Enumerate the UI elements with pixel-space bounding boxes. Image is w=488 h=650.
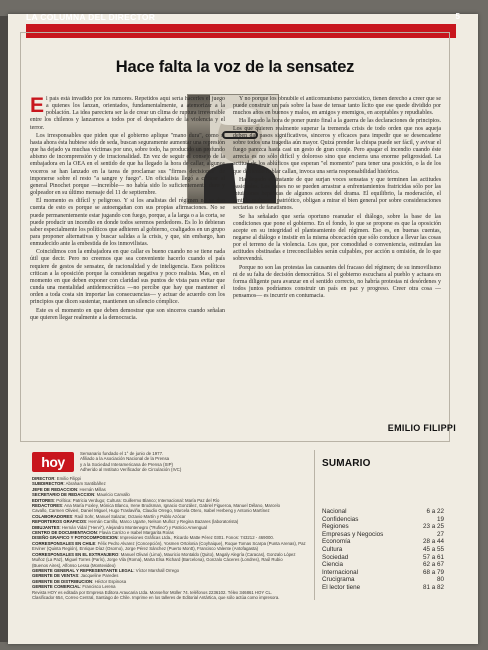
sumario-pages: 6 a 22 <box>426 508 444 515</box>
masthead-row: GERENTE COMERCIAL: Francisco Lerena <box>32 584 116 590</box>
masthead-value: Política: Patricia Verdugo; Cultura: Guillermo Blanco; Internacional: María Paz del Río <box>56 497 220 503</box>
founding-line: Adherido al Instituto Verificador de Circulación (IVC) <box>80 467 182 473</box>
masthead-label: JEFE DE REDACCION <box>32 486 78 492</box>
sumario-section: Internacional <box>322 568 359 576</box>
sumario-item <box>322 538 444 546</box>
masthead-label: SECRETARIO DE REDACCION <box>32 492 95 498</box>
masthead-label: EDITORES <box>32 497 54 503</box>
article-column-right <box>233 96 441 416</box>
article-paragraph: Ha llegado la hora de poner punto final a la guerra de las declaraciones de principios. Los que quieren realmente superar la tremenda crisis de todo orden que nos aqueja deben dar pasos significativos, sinceros y eficaces para impedir que se desencadene sobre todos una tragedia aún mayor. Quizá prender la chispa puede ser fácil, y avivar el fuego parezca hasta casi un gesto de gran coraje. Pero apagar el incendio cuando éste arrecia es no sólo difícil y doloroso sino que encierra una enorme peligrosidad. La actitud de los ablúficos que esperan "el momento" para tener una posición, o la de los que debiendo hablar callan, invoca una seria responsabilidad histórica. <box>233 118 441 175</box>
article-paragraph: Coincidimos con la embajadora en que callar es bueno cuando no se tiene nada útil que decir. Pero no creemos que sea conveniente hacerlo cuando el país requiere de gestos de sensatez, de racionalidad y de inteligencia. Esos políticos critican a la oposición porque la consideran negativa y poco realista. Mas, en el momento en que deben exponer con claridad sus puntos de vista para evitar que cunda una mentalidad antidemocrática —no percíbe que hay que mantener el orden a toda costa sin importar las consecuencias— y actuar de acuerdo con los principios que dicen sustentar, mantienen un silencio cómplice. <box>30 249 225 306</box>
masthead-row: CORRESPONSALES EN EL EXTRANJERO: Manuel Olivari (Lima), Mauricio Montaldo (Quito), Magaly Alegría (Caracas), Gonzalo López <box>32 551 296 557</box>
masthead-value: Jacqueline Paredes <box>80 573 119 579</box>
masthead-label: GERENTE DE VENTAS <box>32 573 79 579</box>
masthead-label: SUBDIRECTOR <box>32 481 64 487</box>
masthead-value: Francisco Lerena <box>82 584 116 590</box>
sumario-pages: 62 a 67 <box>422 561 444 569</box>
masthead-row: EDITORES: Política: Patricia Verdugo; Cultura: Guillermo Blanco; Internacional: María Paz del Río <box>32 497 220 503</box>
masthead-value: Clasificador 654, Correo Central, Santiago de Chile. Imprime en los talleres de Editorial Antártica, que sólo actúa como impresora. <box>32 594 280 600</box>
sumario-section: El lector tiene <box>322 583 361 591</box>
article-paragraph: El país está invadido por los rumores. Repetidos aquí sería hacerles el juego a quienes los lanzan, orientados, fundamentalmente, a atemorizar a la población. La idea pareciera ser la de crear un clima de ruptura irreversible entre los chilenos y lanzarnos a todos por el despeñadero de la violencia y el terror. <box>30 96 225 131</box>
sumario-item <box>322 546 444 554</box>
founding-line: Semanario fundado el 1° de junio de 1977. <box>80 451 164 456</box>
masthead-row: DIRECTOR: Emilio Filippi <box>32 476 81 481</box>
masthead-row <box>32 595 307 600</box>
masthead-label: GERENTE DE DISTRIBUCION <box>32 578 93 584</box>
article-paragraph: Se ha señalado que sería oportuno reanudar el diálogo, sobre la base de las condiciones que pone el gobierno. En el fondo, lo que se propone es que la oposición acepte en su integridad el planteamiento del régimen. Eso es, en buenas cuentas, negarse al diálogo e insistir en la misma obcecación que sólo conduce a llevar las cosas por el terreno de la violencia. Los que, por comodidad o conveniencia, estimulan las actitudes obstinadas e irreconciliables serán culpables, por acción u omisión, de lo que sobrevendrá. <box>233 213 441 263</box>
masthead-label: CENTRO DE DOCUMENTACION <box>32 530 97 536</box>
founding-info <box>80 451 280 473</box>
masthead-row: CENTRO DE DOCUMENTACION: Flavia Carrizo e Isabel Margarita Roías <box>32 530 174 536</box>
founding-line: y a la Sociedad Interamericana de Prensa (SIP) <box>80 461 173 467</box>
author-signature: EMILIO FILIPPI <box>387 423 456 433</box>
sumario-section: Economía <box>322 538 351 546</box>
masthead-label: DIBUJANTES <box>32 524 60 530</box>
masthead-row: JEFE DE REDACCION: Hernán Millas <box>32 486 106 492</box>
masthead-label: CORRESPONSALES EN CHILE <box>32 540 96 546</box>
sumario-item <box>322 523 444 531</box>
masthead-label: REDACTORES <box>32 503 63 509</box>
masthead-value: Revista HOY es editada por Empresa Editora Araucaria Ltda. Monseñor Müller 74. teléfonos 2236102. Télex 346861 HOY CL. <box>32 589 273 595</box>
sumario-section: Empresas y Negocios <box>322 530 384 538</box>
sumario-pages: 19 <box>436 515 444 523</box>
masthead-label: COLABORADORES <box>32 513 73 519</box>
masthead-value: Ana María Foxley, Mónica Blanco, Irene Brodsman, Ignacio González, Gabriel Figueroa, Manuel Délano, Marcelo <box>64 503 280 509</box>
sumario-item <box>322 561 444 569</box>
masthead-label: GERENTE GENERAL Y REPRESENTANTE LEGAL <box>32 567 134 573</box>
staff-masthead <box>32 476 307 600</box>
masthead-value: Héctor Espinosa <box>94 578 127 584</box>
masthead-row: REDACTORES: Ana María Foxley, Mónica Blanco, Irene Brodsman, Ignacio González, Gabriel Figueroa, Manuel Délano, Marcelo <box>32 503 280 509</box>
article-paragraph: Los irresponsables que piden que el gobierno aplique "mano dura", como si hasta ahora ésta hubiese sido de seda, buscan seguramente aumentar una represión que ha dejado ya muchas víctimas por uno, sobre todo, ha producido un profundo abismo de incomprensión y de irracionalidad. En vez de seguir el consejo de la embajadora en la OEA en el sentido de que ha llegado la hora de callar, algunos voceros se han lanzado en la tarea de proclamar sus "firmes decisiones" de imponerse sobre el resto "a sangre y fuego". Un oficialista llegó a criticar al general Pinochet porque —increíble— no había sido lo suficientemente duro y golpeador en su último mensaje del 11 de septiembre. <box>30 132 225 197</box>
sumario-pages: 57 a 61 <box>422 553 444 561</box>
article-paragraph: Y no porque los obnubile el anticomunismo paroxístico, tienen derecho a creer que se puede construir un país sobre la base de tensar tanto lícito que ese quede dividido por muchos años en buenos y malos, en amigos y enemigos, en aceptables y repudiables. <box>233 96 441 117</box>
sumario-section: Crucigrama <box>322 576 355 584</box>
sumario-section: Cultura <box>322 545 343 553</box>
sumario-title: SUMARIO <box>322 458 371 469</box>
masthead-label: GERENTE COMERCIAL <box>32 584 80 590</box>
sumario-item <box>322 569 444 577</box>
masthead-row: GERENTE GENERAL Y REPRESENTANTE LEGAL: Víctor Marshall Orrego <box>32 567 180 573</box>
masthead-row: REPORTEROS GRAFICOS: Hernán Carrillo, Marco Ugarte, Nelson Muñoz y Regina Bazares (laboratorista) <box>32 519 239 525</box>
masthead-row: GERENTE DE VENTAS: Jacqueline Paredes <box>32 573 119 579</box>
masthead-row: DIBUJANTES: Hernán Vidal ("Hervi"), Alejandro Montenegro ("Rufino") y Patricio Amengual <box>32 524 207 530</box>
sumario-pages: 23 a 25 <box>422 523 444 531</box>
drop-cap: E <box>30 96 45 117</box>
masthead-label: CORRESPONSALES EN EL EXTRANJERO <box>32 551 119 557</box>
masthead-value: Hernán Millas <box>79 486 106 492</box>
article-column-left <box>30 96 225 426</box>
sumario-pages: 27 <box>436 530 444 538</box>
sumario-section: Sociedad <box>322 553 349 561</box>
sumario-item <box>322 531 444 539</box>
masthead-value: Erviner (Quinta Región), Enrique Díaz (Osorno), Jorge Pérez Sánchez (Puerto Montt), Francisco Valente (Antofagasta) <box>32 546 259 552</box>
article-paragraph: Porque no son las protestas las causantes del fracaso del régimen; de su inmovilismo ni de su falta de decisión democrática. Si el gobierno escuchara al pueblo y actuara en forma diligente para avanzar en el sentido correcto, no habría protestas ni desórdenes y todos juntos podríamos construir un país en paz y progreso. Creer otra cosa —pensamos— es incurrir en contumacia. <box>233 264 441 300</box>
masthead-value: Cavallo, Carmen Olivieri, Daniel Miguel, Hugo Traslaviña, Claudio Orrego, Marcela Otero, Isabel Herbeng y Antonio Martínez <box>32 508 270 514</box>
masthead-row: SECRETARIO DE REDACCION: Mauricio Carvallo <box>32 492 130 498</box>
sumario-section: Nacional <box>322 508 347 515</box>
masthead-value: Manuel Olivari (Lima), Mauricio Montaldo (Quito), Magaly Alegría (Caracas), Gonzalo López <box>120 551 296 557</box>
sumario-item <box>322 516 444 524</box>
masthead-row: COLABORADORES: Raúl Sohr, Manuel Salazar, Octavio Martín y Pablo Azócar <box>32 513 186 519</box>
masthead-value: Hernán Vidal ("Hervi"), Alejandro Montenegro ("Rufino") y Patricio Amengual <box>61 524 207 530</box>
masthead-value: (Buenos Aires), Alfonso Lessa (Montevideo) <box>32 562 116 568</box>
masthead-row: SUBDIRECTOR: Abraham Santibáñez <box>32 481 106 487</box>
sumario-item <box>322 554 444 562</box>
masthead-value: Emilio Filippi <box>56 476 81 481</box>
masthead-value: Víctor Marshall Orrego <box>135 567 180 573</box>
sumario-section: Confidencias <box>322 515 359 523</box>
masthead-row: CORRESPONSALES EN CHILE: Félix Pedro Alvarez (Concepción), Yosmen Ortolonia (Coyhaique), Roque Tomas Scarpa (Punta Arenas), Paz <box>32 540 306 546</box>
page-number: 5 <box>455 12 460 21</box>
sumario-pages: 81 a 82 <box>422 583 444 591</box>
sumario-pages: 28 a 44 <box>422 538 444 546</box>
sumario-pages: 80 <box>436 576 444 584</box>
sumario-pages: 45 a 55 <box>422 545 444 553</box>
masthead-label: REPORTEROS GRAFICOS <box>32 519 86 525</box>
article-paragraph: Ha llegado el instante de que surjan voces sensatas y que terminen las actitudes pasionales. Los países no se pueden arrastrar a enfrentamientos fratricidas sólo por las intuiciones hepáticas de algunos actores del drama. El equilibrio, la moderación, el sentido realmente patriótico, obligan a mirar el bien general por sobre consideraciones sectarias o de fanatismos. <box>233 176 441 212</box>
sumario-section: Regiones <box>322 523 349 531</box>
masthead-label: DIRECTOR <box>32 476 55 481</box>
masthead-value: Impresiones Gráficas Ltda., Ricardo Matte Pérez 0301. Fonos: 743212 - 469000. <box>119 535 274 541</box>
masthead-label: DISEÑO GRAFICO Y FOTOCOMPOSICION <box>32 535 118 541</box>
masthead-value: Abraham Santibáñez <box>65 481 106 487</box>
sumario-pages: 68 a 79 <box>422 568 444 576</box>
masthead-value: Mauricio Carvallo <box>96 492 130 498</box>
hoy-logo: hoy <box>32 452 74 472</box>
masthead-value: Flavia Carrizo e Isabel Margarita Roías <box>99 530 174 536</box>
sumario-item <box>322 584 444 592</box>
masthead-value: Hernán Carrillo, Marco Ugarte, Nelson Muñoz y Regina Bazares (laboratorista) <box>88 519 239 525</box>
masthead-row: GERENTE DE DISTRIBUCION: Héctor Espinosa <box>32 578 127 584</box>
sumario-list <box>322 508 444 592</box>
article-headline: Hace falta la voz de la sensatez <box>115 58 355 76</box>
section-title: LA COLUMNA DEL DIRECTOR <box>26 12 156 22</box>
masthead-value: Raúl Sohr, Manuel Salazar, Octavio Martín y Pablo Azócar <box>74 513 186 519</box>
sumario-item <box>322 508 444 516</box>
masthead-value: Félix Pedro Alvarez (Concepción), Yosmen Ortolonia (Coyhaique), Roque Tomas Scarpa (Punta Arenas), Paz <box>97 540 306 546</box>
masthead-value: Muñoz (La Paz), Miguel Torres (París), Jorge Vila (Roma), Marta Elsa Richard (Barcelona), Gonzalo Cáceres (Londres), Raúl Rubio <box>32 557 283 563</box>
founding-line: Afiliado a la Asociación Nacional de la Prensa <box>80 456 170 462</box>
article-paragraph: El momento es difícil y peligroso. Y si los analistas del régimen no se dan cuenta de esto es porque se autoengañan con sus propias afirmaciones. No se puede permanentemente estar jugando con fuego, porque, a la larga o a la corta, se puede producir un incendio en donde todos seremos perdedores. Es lo lo debieran saber especialmente los políticos que adhieren al gobierno, coaligados en un grupo para proponer alternativas y buscar salidas a la crisis, y que, sin embargo, han enmudecido ante la embestida de los inmovilistas. <box>30 198 225 248</box>
masthead-row: DISEÑO GRAFICO Y FOTOCOMPOSICION: Impresiones Gráficas Ltda., Ricardo Matte Pérez 0301. Fonos: 743212 - 469000. <box>32 535 274 541</box>
article-paragraph: Este es el momento en que deben demostrar que son sinceros cuando señalan que quieren llegar realmente a la democracia. <box>30 307 225 321</box>
sumario-item <box>322 576 444 584</box>
sumario-section: Ciencia <box>322 561 343 569</box>
